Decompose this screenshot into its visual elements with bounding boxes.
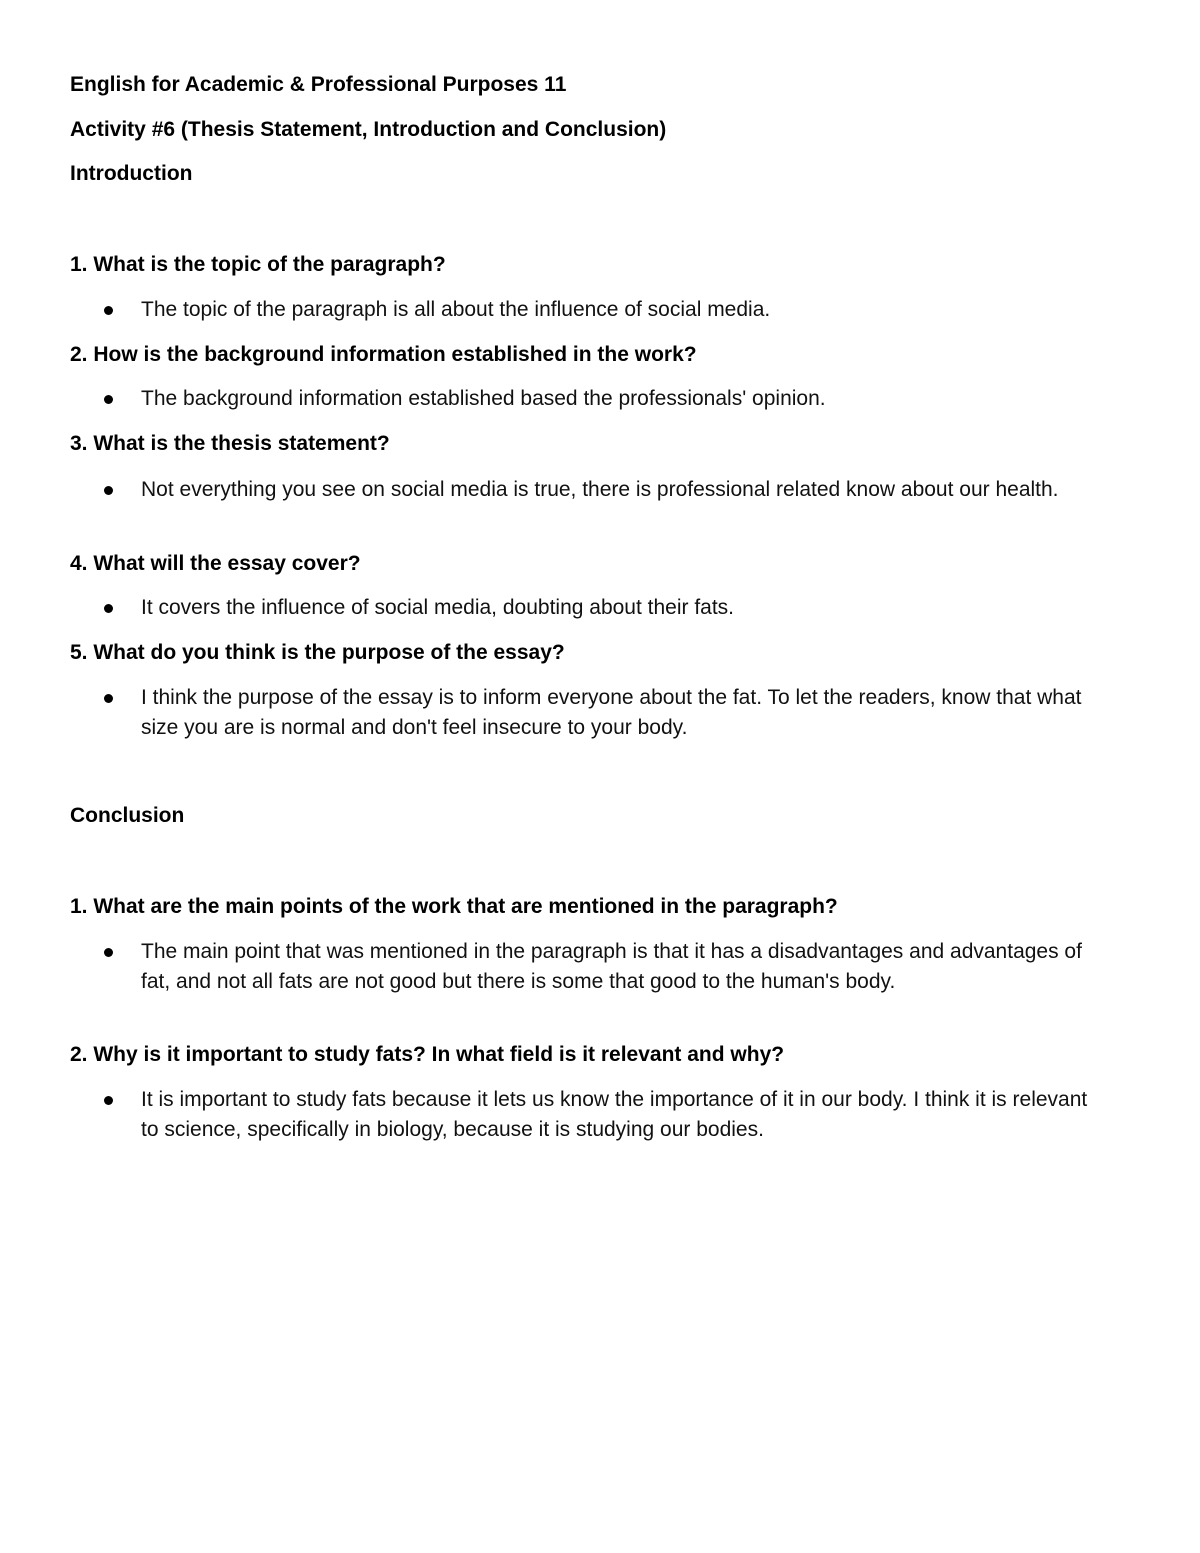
intro-answer-5 [104,683,1104,743]
conclusion-answer-2-text: It is important to study fats because it lets us know the importance of it in our body. I think it is relevant to science, specifically in biology, because it is studying our bodies. [141,1088,1088,1141]
intro-question-5: 5. What do you think is the purpose of the essay? [70,641,565,664]
intro-question-1: 1. What is the topic of the paragraph? [70,253,446,276]
introduction-heading: Introduction [70,162,193,185]
conclusion-answer-1 [104,937,1104,997]
intro-question-2: 2. How is the background information established in the work? [70,343,697,366]
bullet-icon [104,295,141,325]
conclusion-answer-2 [104,1085,1104,1145]
intro-answer-3 [104,475,1104,505]
intro-answer-2-text: The background information established based the professionals' opinion. [141,387,826,410]
bullet-icon [104,1085,141,1115]
intro-answer-4-text: It covers the influence of social media, doubting about their fats. [141,596,735,619]
conclusion-answer-1-text: The main point that was mentioned in the paragraph is that it has a disadvantages and advantages of fat, and not all fats are not good but there is some that good to the human's body. [141,940,1082,993]
bullet-icon [104,384,141,414]
intro-answer-4 [104,593,1104,623]
intro-question-3: 3. What is the thesis statement? [70,432,390,455]
course-title: English for Academic & Professional Purposes 11 [70,73,567,96]
intro-answer-1 [104,295,1104,325]
bullet-icon [104,937,141,967]
activity-title: Activity #6 (Thesis Statement, Introduction and Conclusion) [70,118,667,141]
bullet-icon [104,683,141,713]
conclusion-question-2: 2. Why is it important to study fats? In what field is it relevant and why? [70,1043,785,1066]
intro-question-4: 4. What will the essay cover? [70,552,361,575]
intro-answer-3-text: Not everything you see on social media is true, there is professional related know about our health. [141,478,1059,501]
intro-answer-2 [104,384,1104,414]
intro-answer-1-text: The topic of the paragraph is all about the influence of social media. [141,298,771,321]
conclusion-question-1: 1. What are the main points of the work that are mentioned in the paragraph? [70,895,838,918]
bullet-icon [104,593,141,623]
bullet-icon [104,475,141,505]
conclusion-heading: Conclusion [70,804,185,827]
intro-answer-5-text: I think the purpose of the essay is to inform everyone about the fat. To let the readers, know that what size you are is normal and don't feel insecure to your body. [141,686,1082,739]
